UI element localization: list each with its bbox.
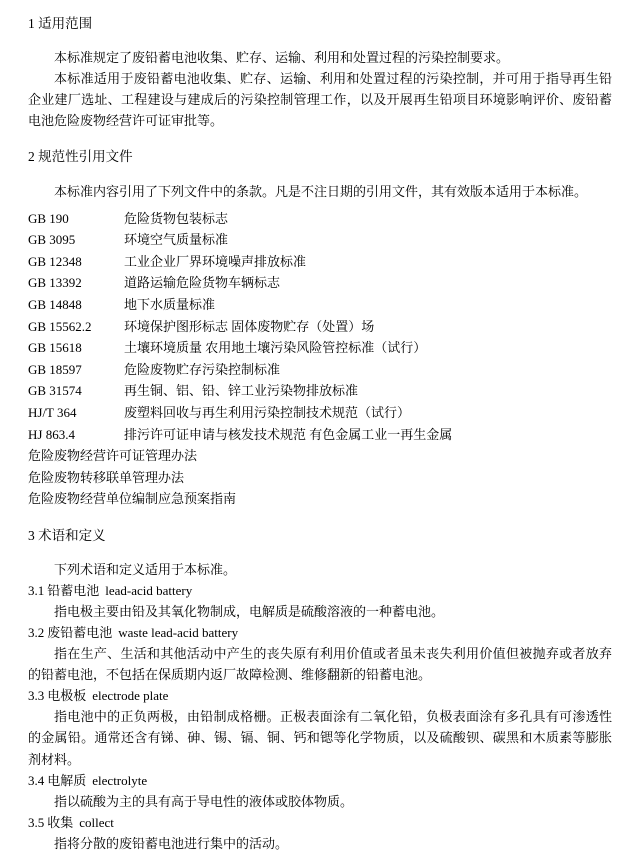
- reference-title: 地下水质量标准: [124, 297, 216, 313]
- reference-title: 危险废物经营许可证管理办法: [28, 448, 198, 464]
- reference-title: 土壤环境质量 农用地土壤污染风险管控标准（试行）: [124, 340, 427, 356]
- section-terms-definitions: [28, 526, 612, 854]
- term-entry: [28, 770, 612, 812]
- reference-item: [28, 424, 612, 446]
- term-number: 3.2: [28, 625, 45, 641]
- term-heading: [28, 770, 612, 791]
- term-name-en: lead-acid battery: [105, 583, 193, 599]
- reference-title: 再生铜、铝、铅、锌工业污染物排放标准: [124, 383, 359, 399]
- reference-code: GB 31574: [28, 383, 82, 399]
- reference-title: 工业企业厂界环境噪声排放标准: [124, 253, 307, 269]
- term-definition: 指将分散的废铅蓄电池进行集中的活动。: [54, 835, 289, 851]
- section-heading-references: 2 规范性引用文件: [28, 149, 133, 165]
- reference-item: [28, 251, 612, 273]
- reference-code: GB 18597: [28, 361, 82, 377]
- reference-code: GB 12348: [28, 253, 82, 269]
- reference-item: [28, 337, 612, 359]
- reference-title: 环境保护图形标志 固体废物贮存（处置）场: [124, 318, 375, 334]
- term-definition: 指电池中的正负两极，由铅制成格栅。正极表面涂有二氧化铅，负极表面涂有多孔具有可渗透性的金属铅。通常还含有锑、砷、锡、镉、铜、钙和锶等化学物质，以及硫酸钡、碳黑和木质素等膨胀剂材料。: [28, 709, 612, 767]
- reference-item: [28, 208, 612, 230]
- term-entry: [28, 685, 612, 769]
- reference-code: GB 15562.2: [28, 318, 92, 334]
- term-number: 3.3: [28, 688, 45, 704]
- term-definition: 指电极主要由铅及其氧化物制成，电解质是硫酸溶液的一种蓄电池。: [54, 604, 445, 620]
- reference-item: [28, 488, 612, 510]
- term-name-en: collect: [79, 814, 114, 830]
- term-entry: [28, 812, 612, 854]
- section-heading-terms: 3 术语和定义: [28, 527, 106, 543]
- term-number: 3.4: [28, 772, 45, 788]
- reference-item: [28, 272, 612, 294]
- term-name-zh: 铅蓄电池: [47, 583, 100, 599]
- reference-item: [28, 380, 612, 402]
- section-scope: [28, 14, 612, 131]
- term-heading: [28, 812, 612, 833]
- reference-list: [28, 208, 612, 510]
- reference-title: 废塑料回收与再生利用污染控制技术规范（试行）: [124, 404, 411, 420]
- term-entry: [28, 622, 612, 685]
- section-normative-references: [28, 147, 612, 509]
- term-name-zh: 电解质: [47, 772, 87, 788]
- reference-title: 排污许可证申请与核发技术规范 有色金属工业一再生金属: [124, 426, 453, 442]
- reference-item: [28, 402, 612, 424]
- term-heading: [28, 580, 612, 601]
- reference-title: 道路运输危险货物车辆标志: [124, 275, 281, 291]
- term-entry: [28, 580, 612, 622]
- reference-item: [28, 316, 612, 338]
- reference-code: HJ 863.4: [28, 426, 75, 442]
- references-intro: 本标准内容引用了下列文件中的条款。凡是不注日期的引用文件，其有效版本适用于本标准。: [54, 183, 588, 199]
- reference-code: GB 3095: [28, 232, 76, 248]
- term-definition: 指以硫酸为主的具有高于导电性的液体或胶体物质。: [54, 793, 354, 809]
- reference-title: 环境空气质量标准: [124, 232, 229, 248]
- reference-code: GB 190: [28, 210, 69, 226]
- scope-paragraph-1: 本标准规定了废铅蓄电池收集、贮存、运输、利用和处置过程的污染控制要求。: [54, 50, 510, 66]
- term-name-zh: 废铅蓄电池: [47, 625, 113, 641]
- reference-item: [28, 229, 612, 251]
- terms-intro: 下列术语和定义适用于本标准。: [54, 562, 237, 578]
- reference-code: HJ/T 364: [28, 404, 77, 420]
- reference-code: GB 14848: [28, 297, 82, 313]
- term-definition: 指在生产、生活和其他活动中产生的丧失原有利用价值或者虽未丧失利用价值但被抛弃或者放弃的铅蓄电池，不包括在保质期内返厂故障检测、维修翻新的铅蓄电池。: [28, 646, 612, 683]
- reference-code: GB 13392: [28, 275, 82, 291]
- reference-title: 危险废物经营单位编制应急预案指南: [28, 491, 237, 507]
- reference-title: 危险废物贮存污染控制标准: [124, 361, 281, 377]
- term-number: 3.1: [28, 583, 45, 599]
- term-heading: [28, 685, 612, 706]
- reference-item: [28, 467, 612, 489]
- term-name-zh: 电极板: [47, 688, 87, 704]
- scope-paragraph-2: 本标准适用于废铅蓄电池收集、贮存、运输、利用和处置过程的污染控制，并可用于指导再生铅企业建厂选址、工程建设与建成后的污染控制管理工作，以及开展再生铅项目环境影响评价、废铅蓄电池危险废物经营许可证审批等。: [28, 71, 612, 129]
- term-name-en: electrolyte: [92, 772, 148, 788]
- term-name-en: electrode plate: [92, 688, 169, 704]
- term-name-en: waste lead-acid battery: [118, 625, 239, 641]
- reference-title: 危险货物包装标志: [124, 210, 229, 226]
- reference-code: GB 15618: [28, 340, 82, 356]
- term-heading: [28, 622, 612, 643]
- reference-item: [28, 294, 612, 316]
- reference-item: [28, 445, 612, 467]
- section-heading-scope: 1 适用范围: [28, 16, 93, 31]
- reference-item: [28, 359, 612, 381]
- term-number: 3.5: [28, 814, 45, 830]
- term-name-zh: 收集: [47, 814, 74, 830]
- reference-title: 危险废物转移联单管理办法: [28, 469, 185, 485]
